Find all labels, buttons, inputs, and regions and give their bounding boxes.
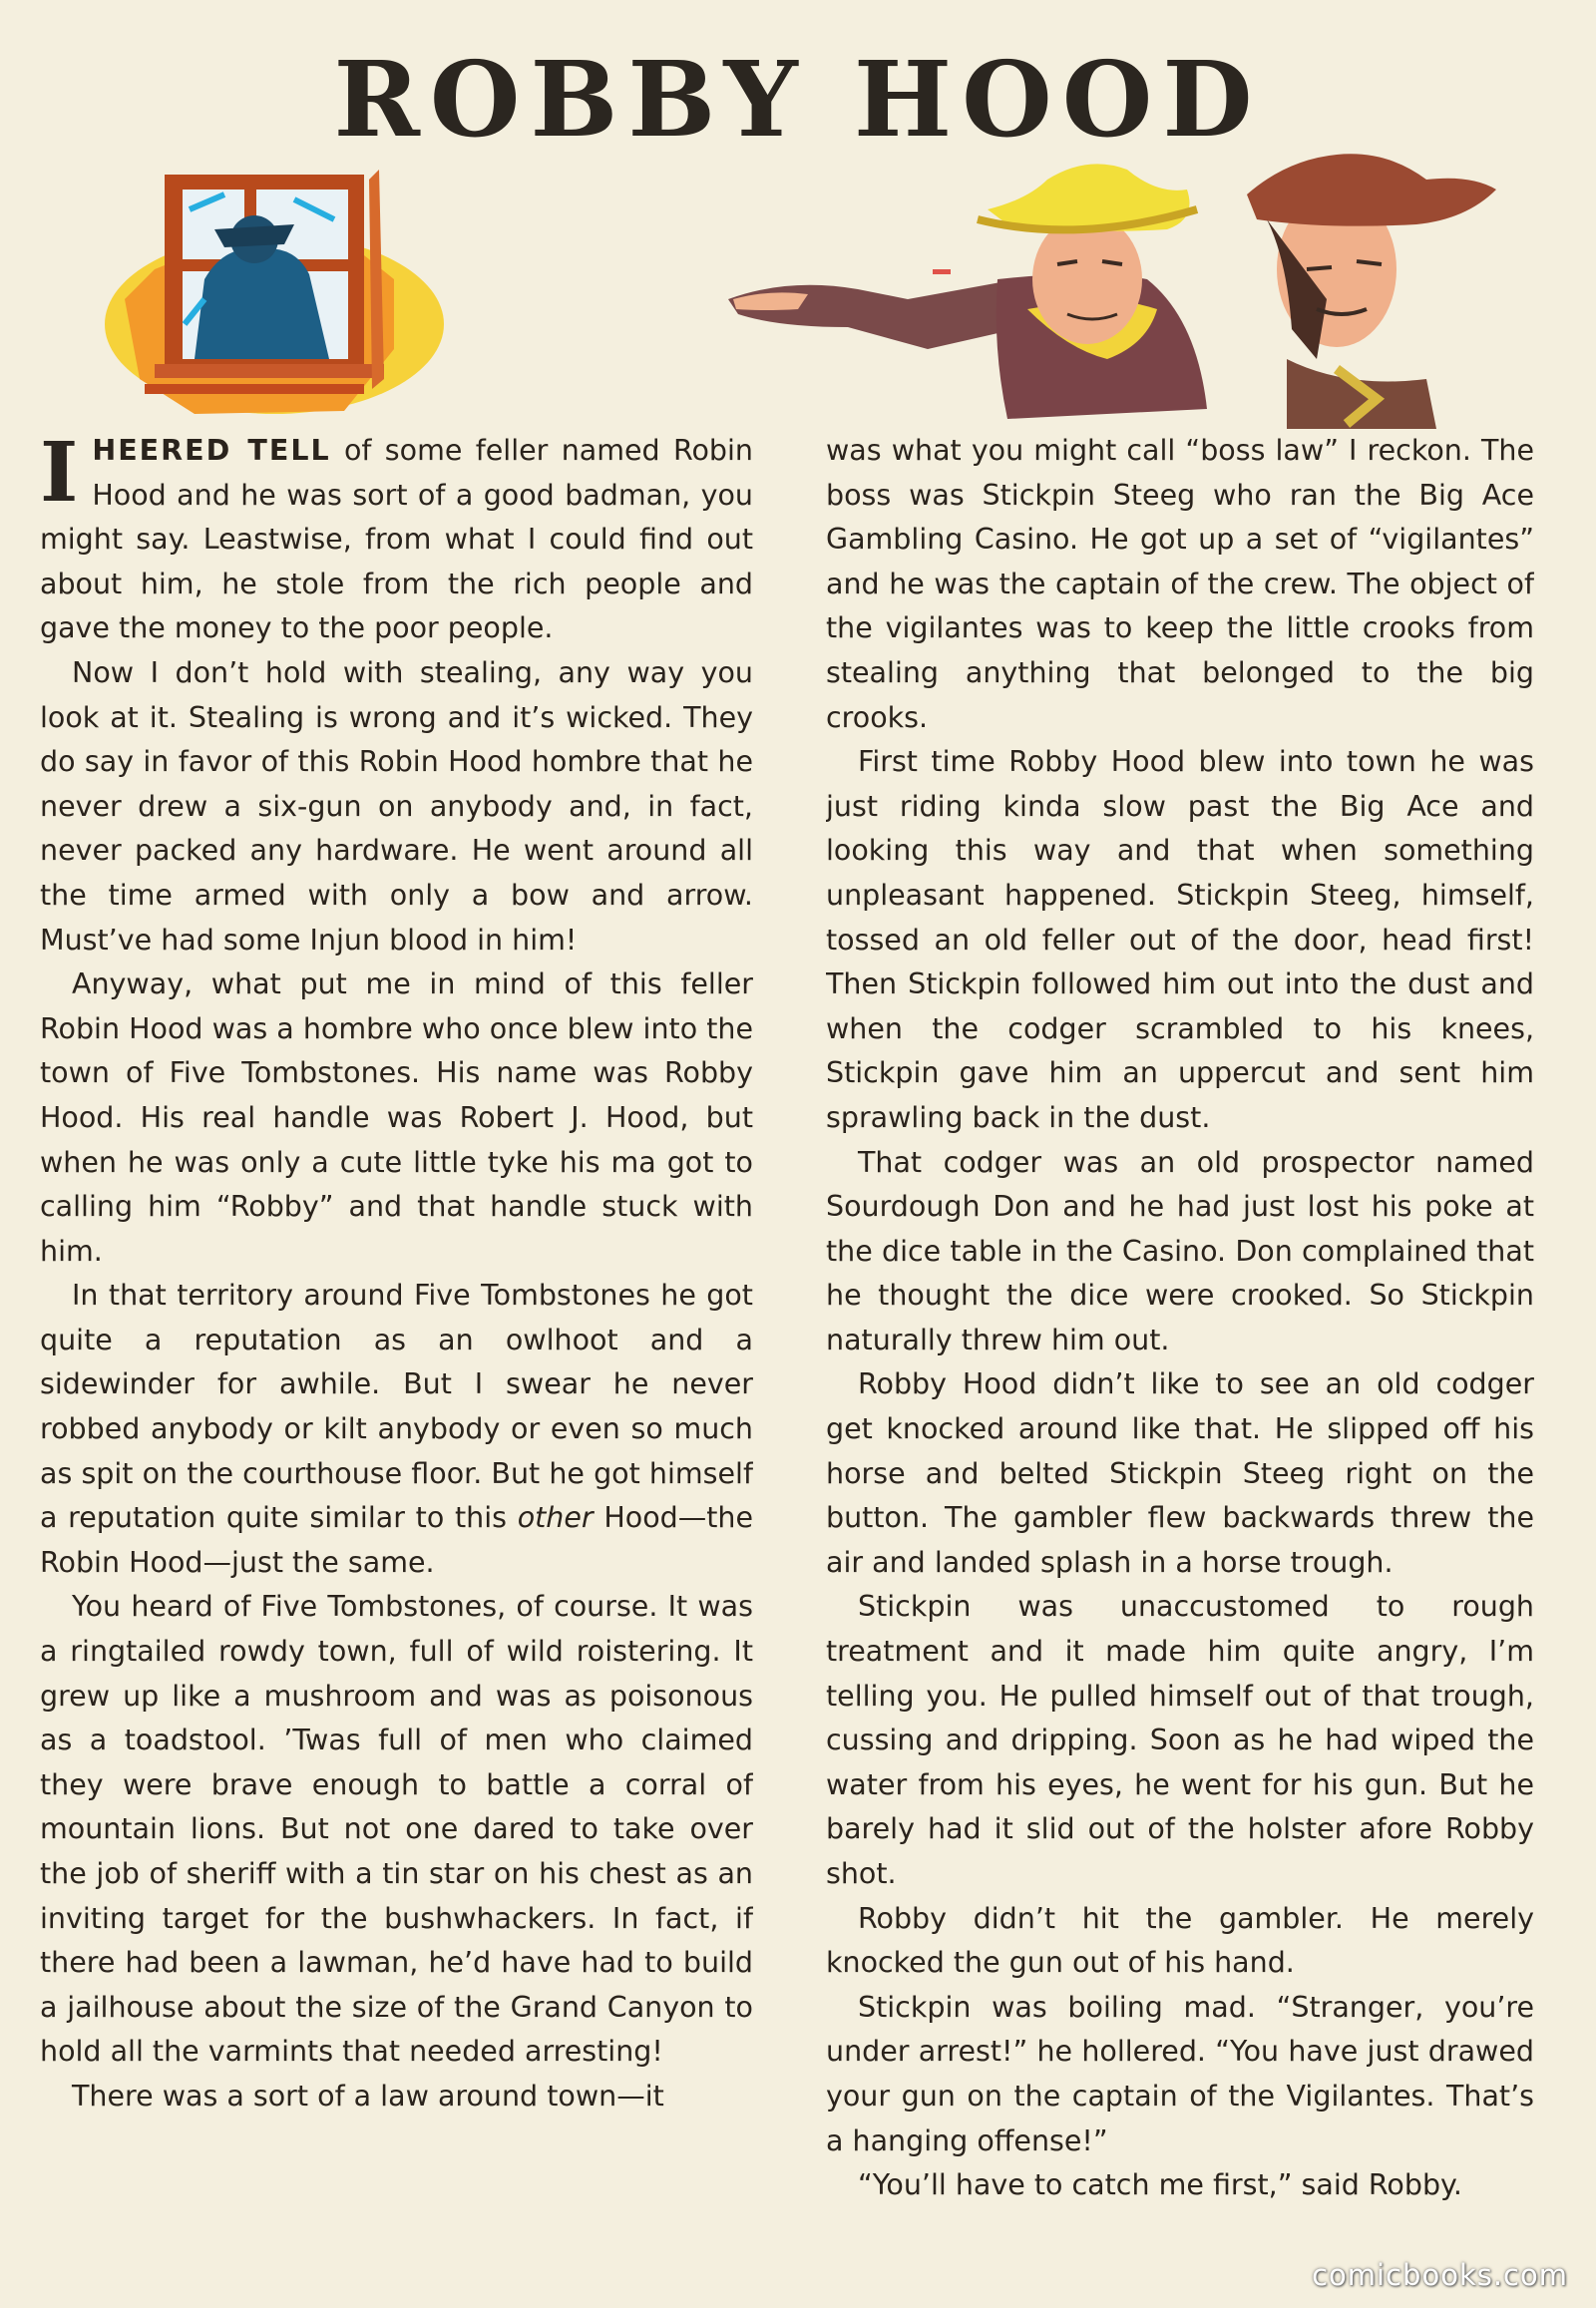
paragraph-11: Stickpin was unaccustomed to rough treatment and it made him quite angry, I’m telling you. He pulled himself out of that trough, cussing and dripping. Soon as he had wiped the water from his eyes, he went for his gun. But he barely had it slid out of the holster afore Robby shot. xyxy=(826,1590,1534,1890)
left-text-column xyxy=(40,429,753,2244)
paragraph-1-text: of some feller named Robin Hood and he was sort of a good badman, you might say. Leastwise, from what I could find out about him, he stole from the rich people and gave the money to the poor people. xyxy=(40,434,753,645)
window-with-figure-icon xyxy=(95,150,454,419)
paragraph-4 xyxy=(40,1274,753,1585)
paragraph-5: You heard of Five Tombstones, of course. It was a ringtailed rowdy town, full of wild roistering. It grew up like a mushroom and was as poisonous as a toadstool. ’Twas full of men who claimed they were brave enough to battle a corral of mountain lions. But not one dared to take over the job of sheriff with a tin star on his chest as an inviting target for the bushwhackers. In fact, if there had been a lawman, he’d have had to build a jailhouse about the size of the Grand Canyon to hold all the varmints that needed arresting! xyxy=(40,1590,753,2069)
paragraph-6: There was a sort of a law around town—it xyxy=(72,2079,664,2113)
paragraph-7: was what you might call “boss law” I reckon. The boss was Stickpin Steeg who ran the Big Ace Gambling Casino. He got up a set of “vigilantes” and he was the captain of the crew. The object of the vigilantes was to keep the little crooks from stealing anything that belonged to the big crooks. xyxy=(826,434,1534,734)
two-cowboys-pointing-icon xyxy=(728,150,1556,429)
paragraph-4-text-b: Hood—the Robin Hood—just the same. xyxy=(40,1501,753,1579)
paragraph-3: Anyway, what put me in mind of this feller Robin Hood was a hombre who once blew into the town of Five Tombstones. His name was Robby Hood. His real handle was Robert J. Hood, but when he was only a cute little tyke his ma got to calling him “Robby” and that handle stuck with him. xyxy=(40,967,753,1268)
paragraph-12: Robby didn’t hit the gambler. He merely knocked the gun out of his hand. xyxy=(826,1901,1534,1980)
paragraph-13: Stickpin was boiling mad. “Stranger, you’re under arrest!” he hollered. “You have just drawed your gun on the captain of the Vigilantes. That’s a hanging offense!” xyxy=(826,1990,1534,2157)
paragraph-8: First time Robby Hood blew into town he was just riding kinda slow past the Big Ace and looking this way and that when something unpleasant happened. Stickpin Steeg, himself, tossed an old feller out of the door, head first! Then Stickpin followed him out into the dust and when the codger scrambled to his knees, Stickpin gave him an uppercut and sent him sprawling back in the dust. xyxy=(826,745,1534,1134)
watermark: comicbooks.com xyxy=(1312,2258,1568,2292)
right-text-column xyxy=(826,429,1534,2244)
paragraph-9: That codger was an old prospector named Sourdough Don and he had just lost his poke at the dice table in the Casino. Don complained that he thought the dice were crooked. So Stickpin naturally threw him out. xyxy=(826,1145,1534,1356)
paragraph-4-emphasis: other xyxy=(517,1501,594,1535)
drop-cap: I xyxy=(40,429,79,521)
paragraph-4-text-a: In that territory around Five Tombstones he got quite a reputation as an owlhoot and a sidewinder for awhile. But I swear he never robbed anybody or kilt anybody or even so much as spit on the courthouse floor. But he got himself a reputation quite similar to this xyxy=(40,1279,753,1535)
page-title: ROBBY HOOD xyxy=(333,38,1263,161)
paragraph-2: Now I don’t hold with stealing, any way you look at it. Stealing is wrong and it’s wicked. They do say in favor of this Robin Hood hombre that he never drew a six-gun on anybody and, in fact, never packed any hardware. He went around all the time armed with only a bow and arrow. Must’ve had some Injun blood in him! xyxy=(40,655,753,957)
paragraph-14: “You’ll have to catch me first,” said Robby. xyxy=(858,2168,1462,2202)
paragraph-1 xyxy=(40,429,753,651)
paragraph-10: Robby Hood didn’t like to see an old codger get knocked around like that. He slipped off his horse and belted Stickpin Steeg right on the button. The gambler flew backwards threw the air and landed splash in a horse trough. xyxy=(826,1367,1534,1579)
lead-caps: HEERED TELL xyxy=(92,434,331,467)
